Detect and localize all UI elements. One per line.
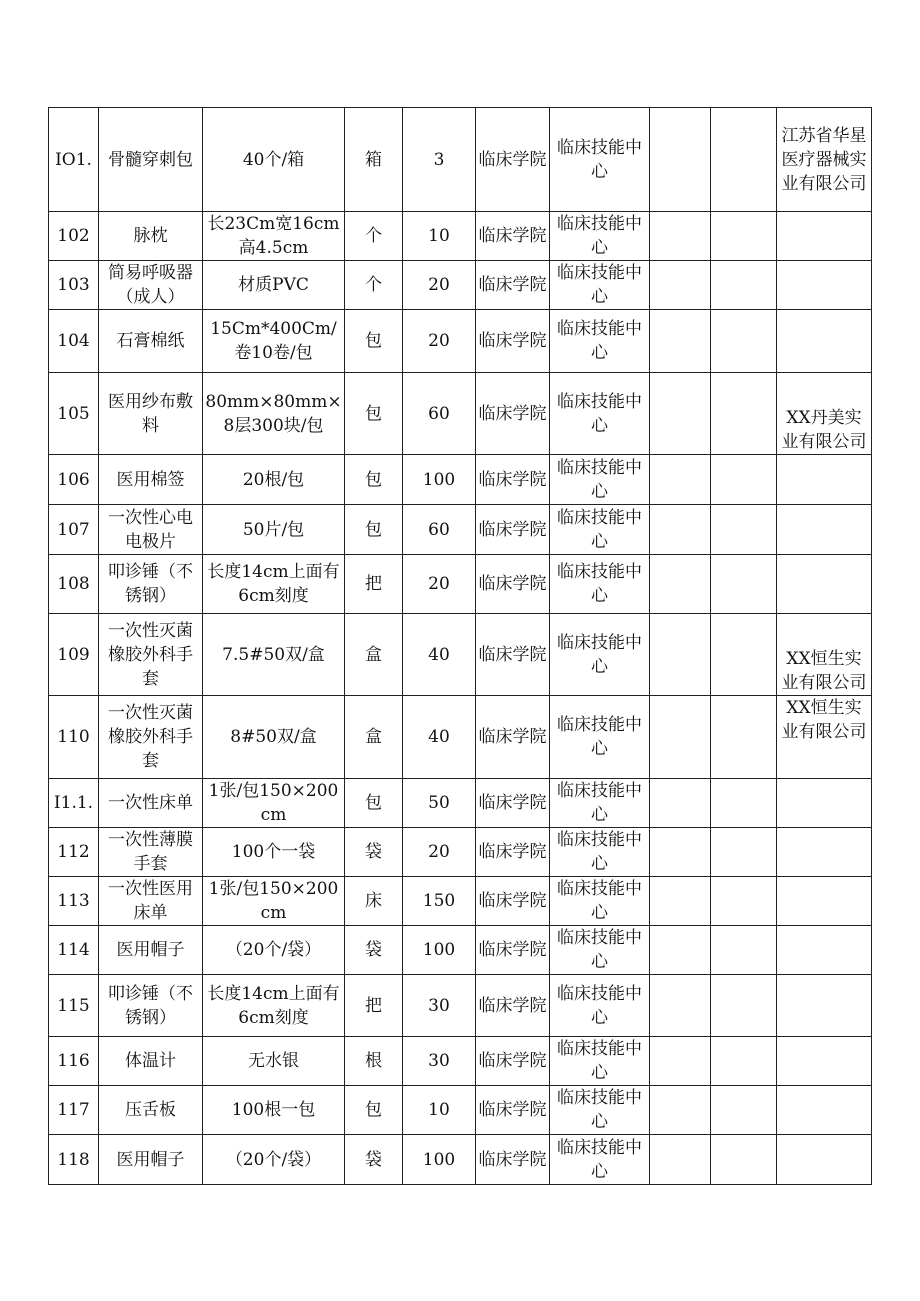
supplier-cell xyxy=(777,1037,872,1086)
item-number-cell: 117 xyxy=(49,1086,99,1135)
department-cell: 临床学院 xyxy=(476,108,550,212)
item-name-cell: 一次性灭菌橡胶外科手套 xyxy=(99,614,203,696)
item-spec-cell: 材质PVC xyxy=(203,261,345,310)
item-spec-cell: 长23Cm宽16cm高4.5cm xyxy=(203,212,345,261)
table-row xyxy=(49,455,872,505)
user-unit-cell: 临床技能中心 xyxy=(550,877,650,926)
item-unit-cell: 床 xyxy=(345,877,403,926)
table-row xyxy=(49,212,872,261)
blank-cell xyxy=(650,877,711,926)
item-unit-cell: 袋 xyxy=(345,926,403,975)
table-row xyxy=(49,373,872,455)
item-name-cell: 石膏棉纸 xyxy=(99,310,203,373)
blank-cell xyxy=(650,505,711,555)
user-unit-cell: 临床技能中心 xyxy=(550,696,650,779)
item-quantity-cell: 30 xyxy=(403,1037,476,1086)
blank-cell xyxy=(711,696,777,779)
user-unit-cell: 临床技能中心 xyxy=(550,779,650,828)
item-quantity-cell: 100 xyxy=(403,455,476,505)
supplier-cell: XX丹美实业有限公司 xyxy=(777,373,872,455)
department-cell: 临床学院 xyxy=(476,877,550,926)
item-spec-cell: （20个/袋） xyxy=(203,1135,345,1185)
item-unit-cell: 盒 xyxy=(345,696,403,779)
user-unit-cell: 临床技能中心 xyxy=(550,828,650,877)
user-unit-cell: 临床技能中心 xyxy=(550,1037,650,1086)
blank-cell xyxy=(711,614,777,696)
user-unit-cell: 临床技能中心 xyxy=(550,1135,650,1185)
item-quantity-cell: 10 xyxy=(403,1086,476,1135)
item-name-cell: 骨髓穿刺包 xyxy=(99,108,203,212)
department-cell: 临床学院 xyxy=(476,555,550,614)
blank-cell xyxy=(650,614,711,696)
department-cell: 临床学院 xyxy=(476,505,550,555)
item-quantity-cell: 60 xyxy=(403,373,476,455)
item-number-cell: 107 xyxy=(49,505,99,555)
blank-cell xyxy=(650,108,711,212)
item-unit-cell: 包 xyxy=(345,455,403,505)
blank-cell xyxy=(650,310,711,373)
blank-cell xyxy=(711,1086,777,1135)
user-unit-cell: 临床技能中心 xyxy=(550,505,650,555)
item-unit-cell: 包 xyxy=(345,505,403,555)
item-quantity-cell: 20 xyxy=(403,261,476,310)
item-name-cell: 医用纱布敷料 xyxy=(99,373,203,455)
supplier-cell xyxy=(777,555,872,614)
item-quantity-cell: 100 xyxy=(403,1135,476,1185)
item-unit-cell: 盒 xyxy=(345,614,403,696)
item-number-cell: 105 xyxy=(49,373,99,455)
table-row xyxy=(49,828,872,877)
blank-cell xyxy=(650,1135,711,1185)
blank-cell xyxy=(711,505,777,555)
item-unit-cell: 个 xyxy=(345,261,403,310)
item-spec-cell: 长度14cm上面有6cm刻度 xyxy=(203,975,345,1037)
blank-cell xyxy=(711,828,777,877)
item-quantity-cell: 10 xyxy=(403,212,476,261)
item-number-cell: I1.1. xyxy=(49,779,99,828)
supplier-cell xyxy=(777,310,872,373)
item-spec-cell: 100个一袋 xyxy=(203,828,345,877)
item-spec-cell: 8#50双/盒 xyxy=(203,696,345,779)
blank-cell xyxy=(650,828,711,877)
item-unit-cell: 把 xyxy=(345,975,403,1037)
item-spec-cell: 1张/包150×200cm xyxy=(203,877,345,926)
table-row xyxy=(49,779,872,828)
blank-cell xyxy=(650,455,711,505)
item-spec-cell: 7.5#50双/盒 xyxy=(203,614,345,696)
item-number-cell: 103 xyxy=(49,261,99,310)
item-name-cell: 医用帽子 xyxy=(99,1135,203,1185)
blank-cell xyxy=(711,1135,777,1185)
item-name-cell: 压舌板 xyxy=(99,1086,203,1135)
item-name-cell: 一次性薄膜手套 xyxy=(99,828,203,877)
user-unit-cell: 临床技能中心 xyxy=(550,455,650,505)
blank-cell xyxy=(711,373,777,455)
blank-cell xyxy=(711,261,777,310)
department-cell: 临床学院 xyxy=(476,696,550,779)
blank-cell xyxy=(650,1086,711,1135)
blank-cell xyxy=(650,1037,711,1086)
item-unit-cell: 个 xyxy=(345,212,403,261)
item-number-cell: 109 xyxy=(49,614,99,696)
department-cell: 临床学院 xyxy=(476,1037,550,1086)
department-cell: 临床学院 xyxy=(476,1135,550,1185)
item-unit-cell: 箱 xyxy=(345,108,403,212)
supplier-cell xyxy=(777,779,872,828)
item-name-cell: 叩诊锤（不锈钢） xyxy=(99,555,203,614)
table-row xyxy=(49,261,872,310)
department-cell: 临床学院 xyxy=(476,926,550,975)
user-unit-cell: 临床技能中心 xyxy=(550,108,650,212)
supplier-cell xyxy=(777,1135,872,1185)
item-spec-cell: 80mm×80mm×8层300块/包 xyxy=(203,373,345,455)
user-unit-cell: 临床技能中心 xyxy=(550,310,650,373)
supplier-cell xyxy=(777,505,872,555)
item-number-cell: 116 xyxy=(49,1037,99,1086)
user-unit-cell: 临床技能中心 xyxy=(550,614,650,696)
user-unit-cell: 临床技能中心 xyxy=(550,1086,650,1135)
table-row xyxy=(49,1037,872,1086)
item-quantity-cell: 20 xyxy=(403,310,476,373)
item-name-cell: 简易呼吸器（成人） xyxy=(99,261,203,310)
item-name-cell: 一次性床单 xyxy=(99,779,203,828)
item-spec-cell: 15Cm*400Cm/卷10卷/包 xyxy=(203,310,345,373)
user-unit-cell: 临床技能中心 xyxy=(550,555,650,614)
user-unit-cell: 临床技能中心 xyxy=(550,926,650,975)
item-name-cell: 一次性医用床单 xyxy=(99,877,203,926)
supplier-cell xyxy=(777,926,872,975)
blank-cell xyxy=(711,779,777,828)
item-spec-cell: 1张/包150×200cm xyxy=(203,779,345,828)
item-name-cell: 叩诊锤（不锈钢） xyxy=(99,975,203,1037)
item-name-cell: 医用帽子 xyxy=(99,926,203,975)
item-quantity-cell: 30 xyxy=(403,975,476,1037)
blank-cell xyxy=(711,555,777,614)
blank-cell xyxy=(650,779,711,828)
supplier-cell: 江苏省华星医疗器械实业有限公司 xyxy=(777,108,872,212)
item-number-cell: 102 xyxy=(49,212,99,261)
supplier-cell xyxy=(777,877,872,926)
blank-cell xyxy=(711,975,777,1037)
table-row xyxy=(49,926,872,975)
item-spec-cell: 100根一包 xyxy=(203,1086,345,1135)
item-number-cell: 106 xyxy=(49,455,99,505)
item-name-cell: 一次性心电电极片 xyxy=(99,505,203,555)
blank-cell xyxy=(711,108,777,212)
supplier-cell xyxy=(777,1086,872,1135)
item-unit-cell: 包 xyxy=(345,310,403,373)
blank-cell xyxy=(650,975,711,1037)
supplier-cell xyxy=(777,975,872,1037)
user-unit-cell: 临床技能中心 xyxy=(550,212,650,261)
item-name-cell: 脉枕 xyxy=(99,212,203,261)
table-row xyxy=(49,1086,872,1135)
user-unit-cell: 临床技能中心 xyxy=(550,975,650,1037)
table-row xyxy=(49,877,872,926)
table-row xyxy=(49,310,872,373)
item-number-cell: 112 xyxy=(49,828,99,877)
department-cell: 临床学院 xyxy=(476,455,550,505)
table-row xyxy=(49,505,872,555)
item-spec-cell: 40个/箱 xyxy=(203,108,345,212)
item-unit-cell: 袋 xyxy=(345,828,403,877)
item-quantity-cell: 40 xyxy=(403,614,476,696)
item-number-cell: 113 xyxy=(49,877,99,926)
item-quantity-cell: 50 xyxy=(403,779,476,828)
item-number-cell: 115 xyxy=(49,975,99,1037)
table-row xyxy=(49,108,872,212)
supplier-cell xyxy=(777,455,872,505)
blank-cell xyxy=(650,555,711,614)
department-cell: 临床学院 xyxy=(476,310,550,373)
blank-cell xyxy=(650,696,711,779)
table-row xyxy=(49,696,872,779)
table-row xyxy=(49,614,872,696)
blank-cell xyxy=(711,877,777,926)
blank-cell xyxy=(711,926,777,975)
item-number-cell: 104 xyxy=(49,310,99,373)
item-unit-cell: 包 xyxy=(345,373,403,455)
item-quantity-cell: 150 xyxy=(403,877,476,926)
department-cell: 临床学院 xyxy=(476,828,550,877)
item-quantity-cell: 60 xyxy=(403,505,476,555)
item-unit-cell: 把 xyxy=(345,555,403,614)
department-cell: 临床学院 xyxy=(476,614,550,696)
item-number-cell: 110 xyxy=(49,696,99,779)
user-unit-cell: 临床技能中心 xyxy=(550,261,650,310)
department-cell: 临床学院 xyxy=(476,212,550,261)
supplier-cell xyxy=(777,261,872,310)
department-cell: 临床学院 xyxy=(476,1086,550,1135)
user-unit-cell: 临床技能中心 xyxy=(550,373,650,455)
item-spec-cell: 长度14cm上面有6cm刻度 xyxy=(203,555,345,614)
blank-cell xyxy=(711,455,777,505)
item-quantity-cell: 20 xyxy=(403,828,476,877)
department-cell: 临床学院 xyxy=(476,779,550,828)
item-unit-cell: 包 xyxy=(345,1086,403,1135)
supplier-cell: XX恒生实业有限公司 xyxy=(777,614,872,696)
supplier-cell xyxy=(777,212,872,261)
table-row xyxy=(49,975,872,1037)
blank-cell xyxy=(650,926,711,975)
procurement-table xyxy=(48,107,872,1185)
item-unit-cell: 包 xyxy=(345,779,403,828)
item-quantity-cell: 100 xyxy=(403,926,476,975)
item-spec-cell: 20根/包 xyxy=(203,455,345,505)
blank-cell xyxy=(711,1037,777,1086)
item-unit-cell: 袋 xyxy=(345,1135,403,1185)
item-spec-cell: 50片/包 xyxy=(203,505,345,555)
item-quantity-cell: 3 xyxy=(403,108,476,212)
blank-cell xyxy=(711,310,777,373)
blank-cell xyxy=(650,212,711,261)
item-number-cell: IO1. xyxy=(49,108,99,212)
department-cell: 临床学院 xyxy=(476,373,550,455)
item-spec-cell: 无水银 xyxy=(203,1037,345,1086)
department-cell: 临床学院 xyxy=(476,261,550,310)
supplier-cell xyxy=(777,828,872,877)
supplier-cell: XX恒生实业有限公司 xyxy=(777,696,872,779)
blank-cell xyxy=(650,261,711,310)
item-spec-cell: （20个/袋） xyxy=(203,926,345,975)
table-body xyxy=(49,108,872,1185)
item-number-cell: 108 xyxy=(49,555,99,614)
item-name-cell: 体温计 xyxy=(99,1037,203,1086)
item-number-cell: 114 xyxy=(49,926,99,975)
table-row xyxy=(49,555,872,614)
item-name-cell: 一次性灭菌橡胶外科手套 xyxy=(99,696,203,779)
item-number-cell: 118 xyxy=(49,1135,99,1185)
item-unit-cell: 根 xyxy=(345,1037,403,1086)
item-quantity-cell: 40 xyxy=(403,696,476,779)
blank-cell xyxy=(650,373,711,455)
item-quantity-cell: 20 xyxy=(403,555,476,614)
table-row xyxy=(49,1135,872,1185)
blank-cell xyxy=(711,212,777,261)
department-cell: 临床学院 xyxy=(476,975,550,1037)
item-name-cell: 医用棉签 xyxy=(99,455,203,505)
